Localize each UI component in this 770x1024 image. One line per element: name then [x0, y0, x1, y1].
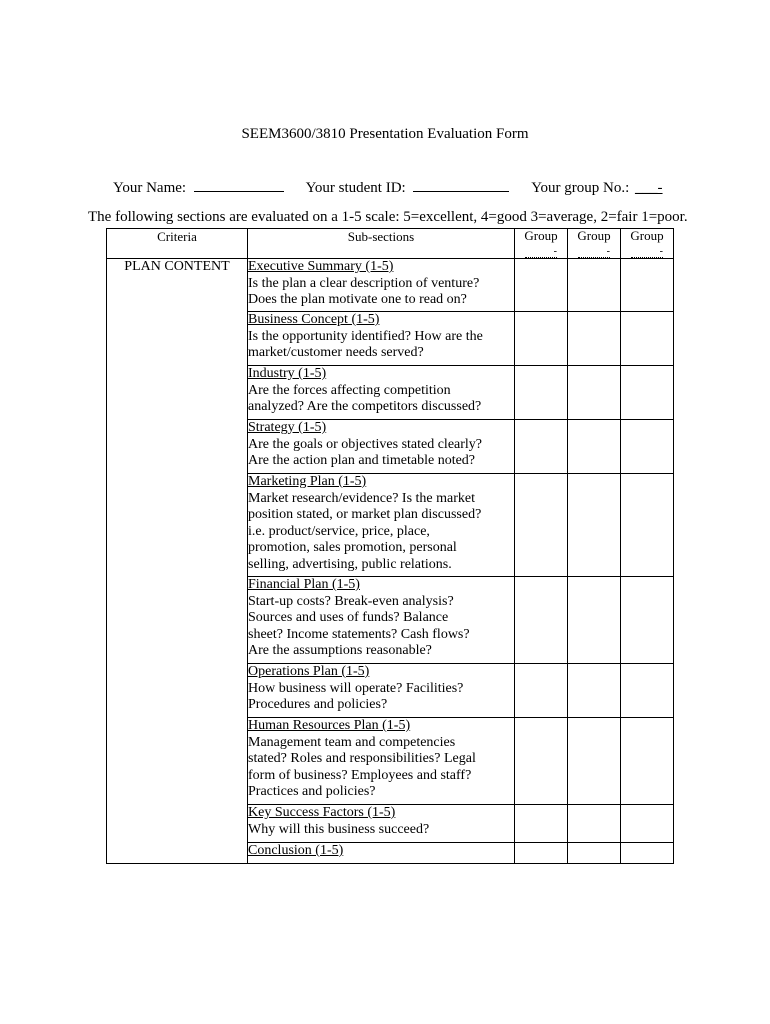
score-cell-group-3[interactable] [621, 312, 674, 366]
score-cell-group-1[interactable] [515, 805, 568, 843]
group-header-3 [621, 229, 674, 259]
group-header-label: Group [524, 228, 558, 243]
table-row [107, 259, 674, 312]
subsection-question: sheet? Income statements? Cash flows? [248, 626, 470, 642]
subsection-title: Operations Plan (1-5) [248, 664, 370, 679]
subsection-question: position stated, or market plan discussed? [248, 507, 482, 522]
score-cell-group-1[interactable] [515, 577, 568, 664]
student-id-field[interactable] [413, 177, 509, 192]
subsection-question: i.e. product/service, price, place, [248, 523, 430, 539]
score-cell-group-1[interactable] [515, 474, 568, 577]
subsection-cell [248, 474, 515, 577]
student-info-row [113, 177, 663, 197]
group-header-label: Group [630, 228, 664, 243]
score-cell-group-2[interactable] [568, 718, 621, 805]
score-cell-group-3[interactable] [621, 420, 674, 474]
criteria-header: Criteria [107, 229, 248, 259]
group-header-1 [515, 229, 568, 259]
subsection-title: Business Concept (1-5) [248, 312, 380, 327]
subsection-title: Executive Summary (1-5) [248, 259, 394, 274]
subsection-question: Is the opportunity identified? How are the [248, 328, 483, 344]
subsection-title: Human Resources Plan (1-5) [248, 718, 411, 733]
score-cell-group-3[interactable] [621, 664, 674, 718]
score-cell-group-3[interactable] [621, 805, 674, 843]
evaluation-table [106, 228, 674, 864]
score-cell-group-1[interactable] [515, 718, 568, 805]
subsection-question: Are the assumptions reasonable? [248, 643, 432, 658]
subsection-title: Conclusion (1-5) [248, 843, 344, 858]
score-cell-group-3[interactable] [621, 259, 674, 312]
score-cell-group-2[interactable] [568, 366, 621, 420]
score-cell-group-3[interactable] [621, 474, 674, 577]
score-cell-group-2[interactable] [568, 843, 621, 864]
subsection-cell [248, 577, 515, 664]
score-cell-group-3[interactable] [621, 577, 674, 664]
subsection-title: Strategy (1-5) [248, 420, 327, 435]
group-number-blank[interactable]: - [578, 247, 610, 258]
subsection-question: Why will this business succeed? [248, 821, 430, 837]
subsection-question: stated? Roles and responsibilities? Legal [248, 751, 476, 766]
name-label: Your Name: [113, 180, 187, 196]
score-cell-group-1[interactable] [515, 312, 568, 366]
subsection-question: Are the goals or objectives stated clearly? [248, 436, 483, 452]
name-field[interactable] [194, 177, 284, 192]
score-cell-group-2[interactable] [568, 420, 621, 474]
group-no-field[interactable]: ___- [635, 180, 663, 196]
subsection-cell [248, 259, 515, 312]
subsection-title: Industry (1-5) [248, 366, 327, 381]
subsection-question: Are the forces affecting competition [248, 382, 451, 398]
subsection-question: promotion, sales promotion, personal [248, 540, 457, 555]
subsection-question: Is the plan a clear description of venture? [248, 275, 480, 291]
criteria-plan-content: PLAN CONTENT [107, 259, 248, 864]
score-cell-group-2[interactable] [568, 577, 621, 664]
subsection-title: Financial Plan (1-5) [248, 577, 360, 592]
subsection-cell [248, 664, 515, 718]
subsection-title: Key Success Factors (1-5) [248, 805, 396, 820]
subsection-cell [248, 805, 515, 843]
score-cell-group-2[interactable] [568, 312, 621, 366]
score-cell-group-1[interactable] [515, 259, 568, 312]
subsection-question: Start-up costs? Break-even analysis? [248, 593, 454, 609]
subsection-question: Practices and policies? [248, 784, 376, 799]
subsection-question: Does the plan motivate one to read on? [248, 292, 467, 307]
score-cell-group-2[interactable] [568, 805, 621, 843]
subsection-cell [248, 843, 515, 864]
subsection-question: Are the action plan and timetable noted? [248, 453, 476, 468]
score-cell-group-1[interactable] [515, 420, 568, 474]
score-cell-group-3[interactable] [621, 718, 674, 805]
group-no-label: Your group No.: [531, 180, 630, 196]
subsection-cell [248, 312, 515, 366]
subsection-cell [248, 718, 515, 805]
form-title: SEEM3600/3810 Presentation Evaluation Form [241, 126, 529, 142]
score-cell-group-1[interactable] [515, 843, 568, 864]
subsection-question: form of business? Employees and staff? [248, 767, 472, 783]
subsection-question: Management team and competencies [248, 734, 456, 750]
subsection-cell [248, 366, 515, 420]
subsection-question: Sources and uses of funds? Balance [248, 610, 449, 625]
subsection-title: Marketing Plan (1-5) [248, 474, 367, 489]
table-header-row [107, 229, 674, 259]
scale-note: The following sections are evaluated on a 1-5 scale: 5=excellent, 4=good 3=average, 2=fair 1=poor. [88, 209, 688, 225]
score-cell-group-3[interactable] [621, 366, 674, 420]
score-cell-group-2[interactable] [568, 664, 621, 718]
group-header-label: Group [577, 228, 611, 243]
score-cell-group-2[interactable] [568, 259, 621, 312]
subsection-question: How business will operate? Facilities? [248, 680, 464, 696]
group-number-blank[interactable]: - [631, 247, 663, 258]
group-number-blank[interactable]: - [525, 247, 557, 258]
subsection-question: Market research/evidence? Is the market [248, 490, 475, 506]
subsection-question: market/customer needs served? [248, 345, 424, 360]
subsection-question: analyzed? Are the competitors discussed? [248, 399, 482, 414]
score-cell-group-3[interactable] [621, 843, 674, 864]
subsections-header: Sub-sections [248, 229, 515, 259]
subsection-question: Procedures and policies? [248, 697, 388, 712]
score-cell-group-2[interactable] [568, 474, 621, 577]
subsection-cell [248, 420, 515, 474]
score-cell-group-1[interactable] [515, 366, 568, 420]
group-header-2 [568, 229, 621, 259]
score-cell-group-1[interactable] [515, 664, 568, 718]
student-id-label: Your student ID: [305, 180, 406, 196]
subsection-question: selling, advertising, public relations. [248, 556, 452, 572]
